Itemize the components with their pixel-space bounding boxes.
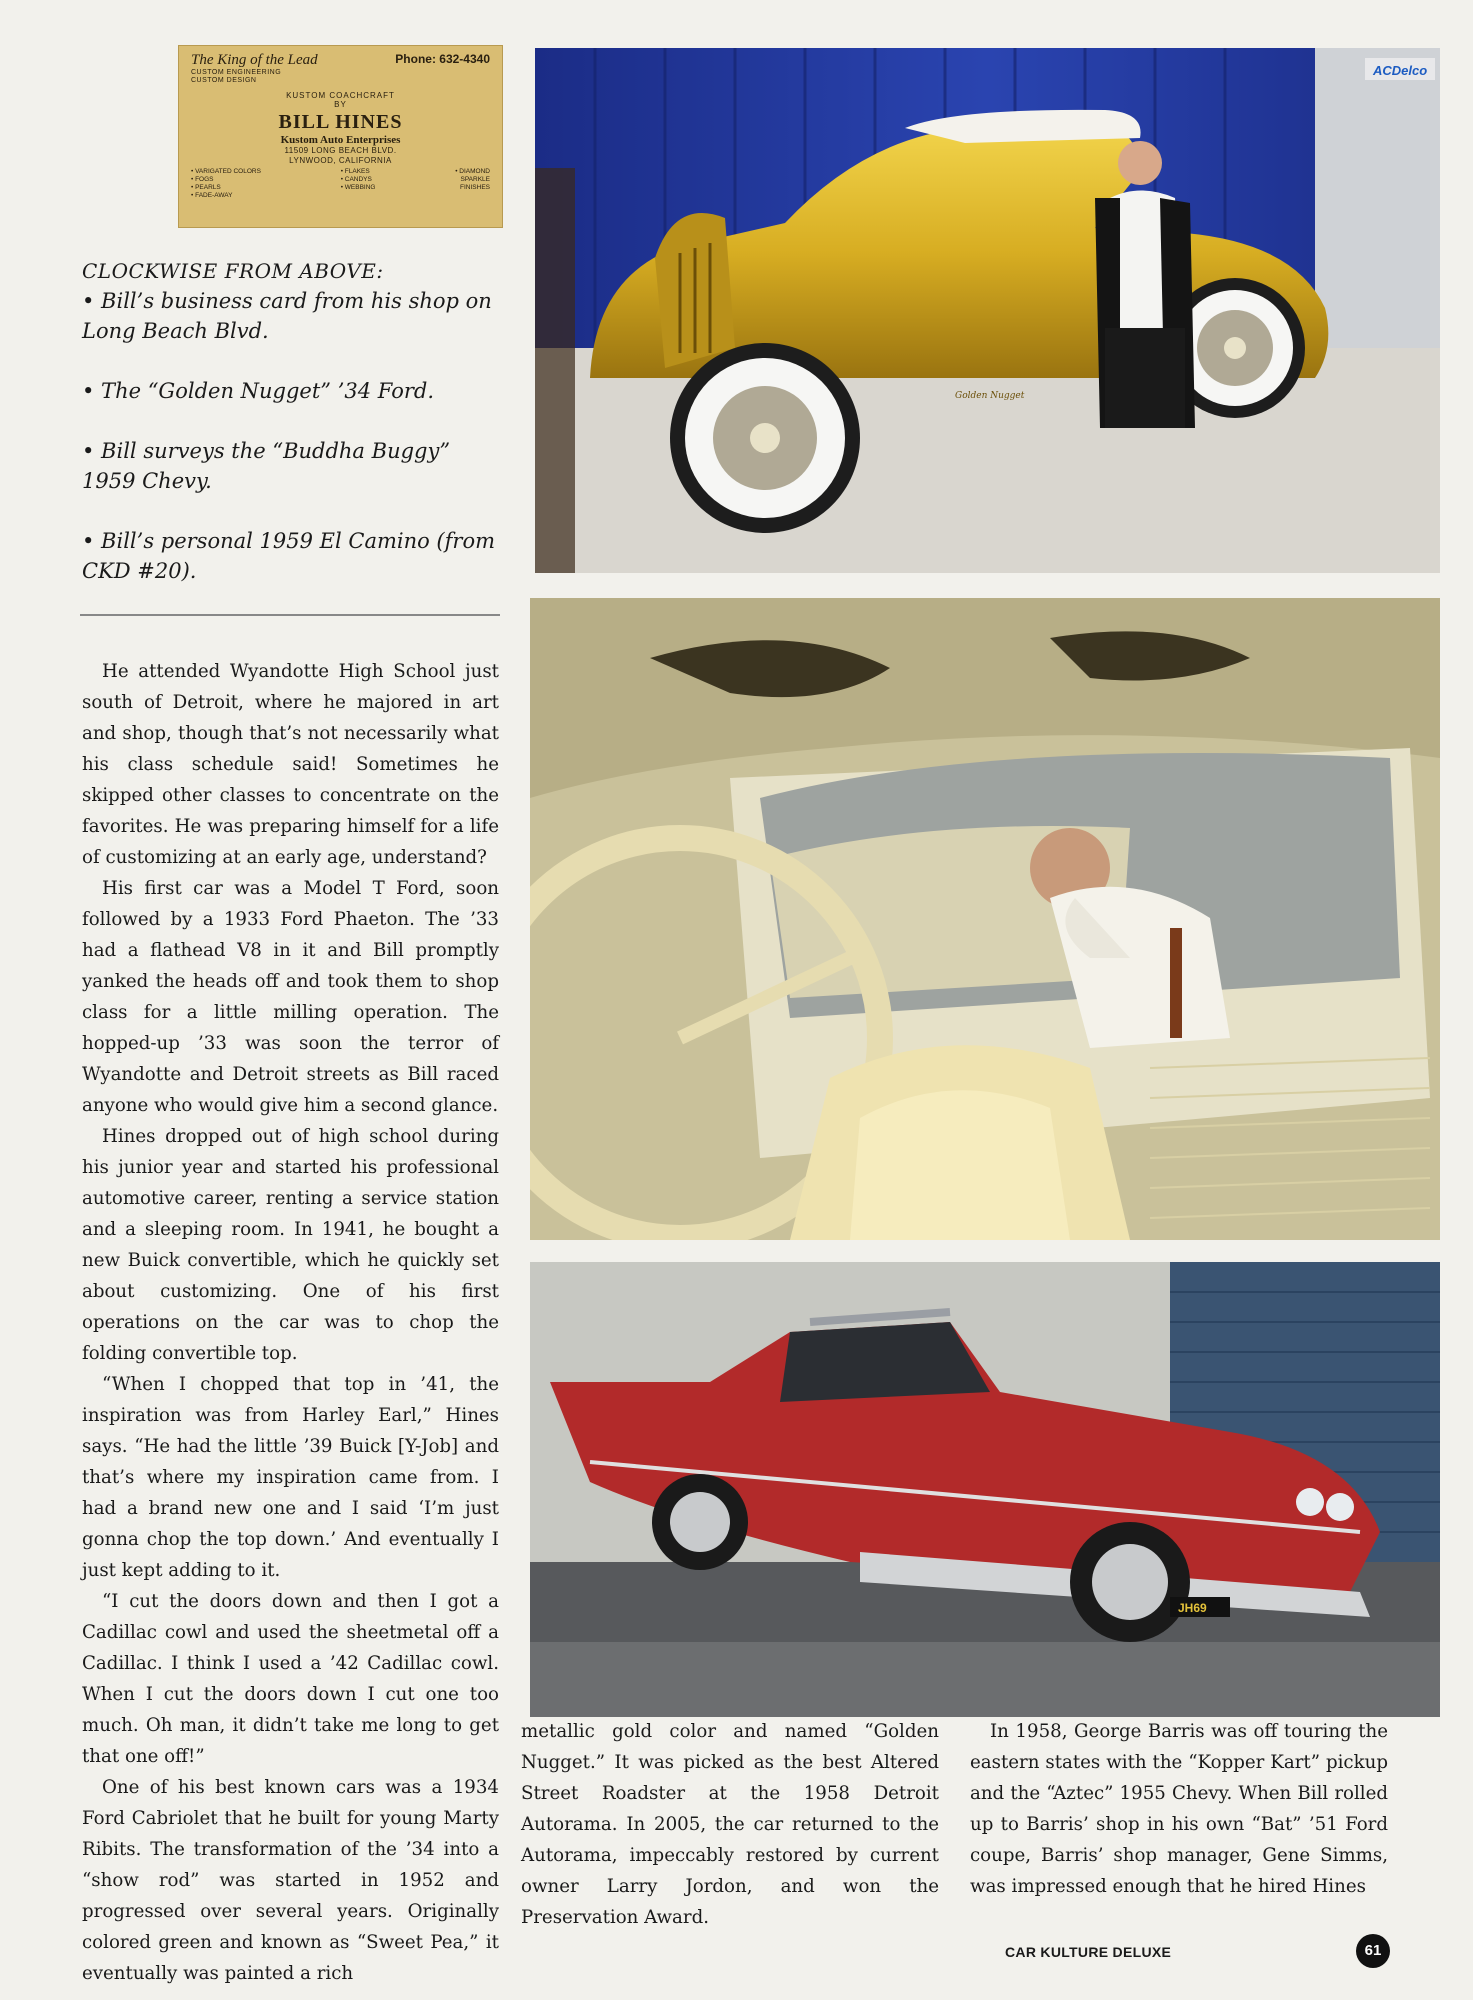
acdelco-banner: ACDelco	[1373, 63, 1428, 78]
caption-item: • Bill surveys the “Buddha Buggy” 1959 Chevy.	[82, 439, 451, 493]
article-column-1	[82, 656, 499, 1989]
paragraph: One of his best known cars was a 1934 Ford Cabriolet that he built for young Marty Ribits. The transformation of the ’34 into a “show rod” was started in 1952 and progressed over several years. Originally colored green and known as “Sweet Pea,” it eventually was painted a rich	[82, 1777, 499, 1984]
el-camino-photo	[530, 1262, 1440, 1717]
caption-item: • The “Golden Nugget” ’34 Ford.	[82, 379, 434, 403]
captions-heading: CLOCKWISE FROM ABOVE:	[82, 259, 384, 283]
paragraph: In 1958, George Barris was off touring the eastern states with the “Kopper Kart” pickup and the “Aztec” 1955 Chevy. When Bill rolled up to Barris’ shop in his own “Bat” ’51 Ford coupe, Barris’ shop manager, Gene Simms, was impressed enough that he hired Hines	[970, 1721, 1388, 1897]
paragraph: “I cut the doors down and then I got a Cadillac cowl and used the sheetmetal off a Cadillac. I think I used a ’42 Cadillac cowl. When I cut the doors down I cut one too much. Oh man, it didn’t take me long to get that one off!”	[82, 1591, 499, 1767]
magazine-name: CAR KULTURE DELUXE	[1005, 1944, 1172, 1960]
golden-nugget-illustration	[535, 48, 1440, 573]
card-company: Kustom Auto Enterprises	[280, 134, 401, 146]
card-list-right: • DIAMOND SPARKLE FINISHES	[455, 168, 490, 191]
paragraph: “When I chopped that top in ’41, the inspiration was from Harley Earl,” Hines says. “He had the little ’39 Buick [Y-Job] and that’s where my inspiration came from. I had a brand new one and I said ‘I’m just gonna chop the top down.’ And eventually I just kept adding to it.	[82, 1374, 499, 1581]
page-number: 61	[1356, 1934, 1390, 1968]
paragraph: Hines dropped out of high school during his junior year and started his professional automotive career, renting a service station and a sleeping room. In 1941, he bought a new Buick convertible, which he quickly set about customizing. One of his first operations on the car was to chop the folding convertible top.	[82, 1126, 499, 1364]
card-list-left: • VARIGATED COLORS • FOGS • PEARLS • FADE-AWAY	[191, 168, 261, 199]
paragraph: metallic gold color and named “Golden Nugget.” It was picked as the best Altered Street Roadster at the 1958 Detroit Autorama. In 2005, the car returned to the Autorama, impeccably restored by current owner Larry Jordon, and won the Preservation Award.	[521, 1721, 939, 1928]
paragraph: He attended Wyandotte High School just south of Detroit, where he majored in art and shop, though that’s not necessarily what his class schedule said! Sometimes he skipped other classes to concentrate on the favorites. He was preparing himself for a life of customizing at an early age, understand?	[82, 661, 499, 868]
article-column-3	[970, 1716, 1388, 1902]
buddha-buggy-illustration	[530, 598, 1440, 1240]
car-script-badge: Golden Nugget	[955, 391, 1025, 401]
article-column-2	[521, 1716, 939, 1933]
caption-item: • Bill’s business card from his shop on Long Beach Blvd.	[82, 289, 492, 343]
card-address: 11509 LONG BEACH BLVD. LYNWOOD, CALIFORNIA	[284, 146, 397, 165]
caption-item: • Bill’s personal 1959 El Camino (from CKD #20).	[82, 529, 495, 583]
card-list-mid: • FLAKES • CANDYS • WEBBING	[340, 168, 376, 191]
buddha-buggy-photo	[530, 598, 1440, 1240]
business-card	[178, 45, 503, 228]
el-camino-illustration	[530, 1262, 1440, 1717]
card-services: CUSTOM ENGINEERING CUSTOM DESIGN	[191, 69, 282, 84]
license-plate: JH69	[1178, 1601, 1207, 1615]
card-lists	[191, 168, 490, 200]
card-name: BILL HINES	[278, 111, 403, 133]
paragraph: His first car was a Model T Ford, soon followed by a 1933 Ford Phaeton. The ’33 had a flathead V8 in it and Bill promptly yanked the heads off and took them to shop class for a little milling operation. The hopped-up ’33 was soon the terror of Wyandotte and Detroit streets as Bill raced anyone who would give him a second glance.	[82, 878, 499, 1116]
golden-nugget-photo	[535, 48, 1440, 573]
card-kustom: KUSTOM COACHCRAFT BY	[286, 91, 395, 109]
card-phone: Phone: 632-4340	[395, 52, 490, 66]
card-tagline: The King of the Lead	[191, 52, 318, 68]
caption-divider	[80, 614, 500, 616]
photo-captions	[82, 256, 502, 586]
